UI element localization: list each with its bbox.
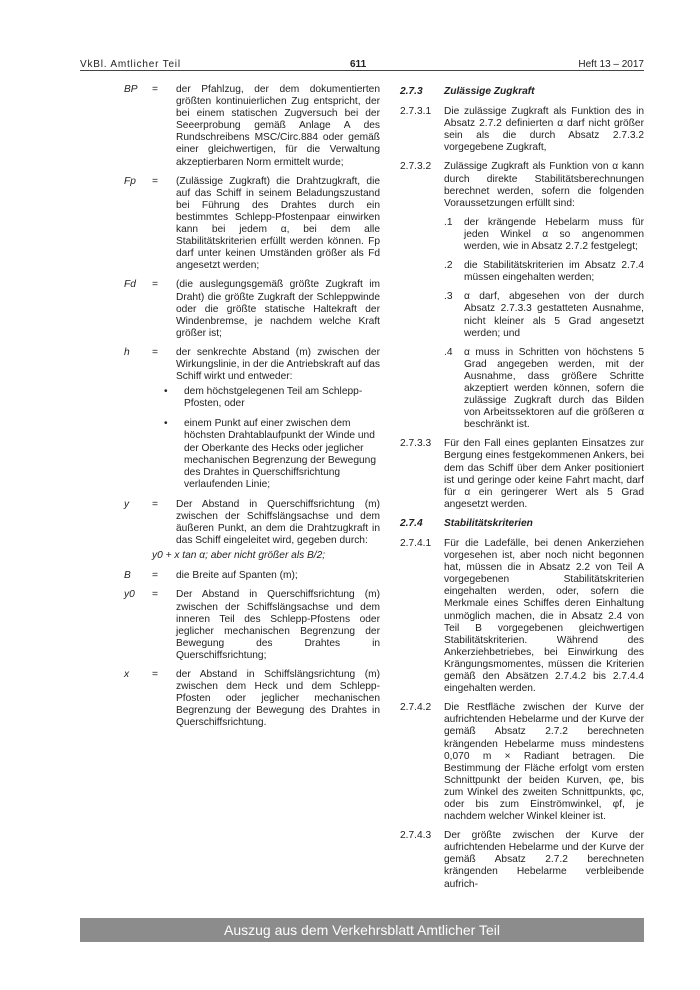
definition-text: der senkrechte Abstand (m) zwischen der Wirkungslinie, in der die Antriebskraft auf das Schiff wirkt und entweder: bbox=[176, 346, 380, 383]
page-footer: Auszug aus dem Verkehrsblatt Amtlicher Teil bbox=[80, 918, 644, 942]
definition-bp: BP = der Pfahlzug, der dem dokumentierten größten kontinuierlichen Zug entspricht, der bei einem statischen Zugversuch bei der Seeerprobung gemäß Anlage A des Rundschreibens MSC/Circ.884 oder gemäß einer gleichwertigen, für die Verwaltung akzeptierbaren Norm ermittelt wurde; bbox=[124, 84, 380, 168]
bullet-item: • dem höchstgelegenen Teil am Schlepp-Pfosten, oder bbox=[164, 386, 363, 410]
definition-text: die Breite auf Spanten (m); bbox=[176, 570, 298, 582]
symbol-fd: Fd bbox=[124, 279, 136, 291]
definition-fp: Fp = (Zulässige Zugkraft) die Drahtzugkraft, die auf das Schiff in seinem Beladungszustand bei Führung des Drahtes durch ein bestimmtes Schlepp-Pfostenpaar einwirken kann bei jedem α, bei dem alle Stabilitätskriterien erfüllt werden können. Fp darf unter keinen Umständen größer als Fd angesetzt werden; bbox=[124, 175, 380, 272]
definition-text: Der Abstand in Querschiffsrichtung (m) zwischen der Schiffslängsachse und dem äußeren Punkt, an dem die Drahtzugkraft in das Schiff eingeleitet wird, gegeben durch: bbox=[176, 498, 380, 547]
definition-text: der Pfahlzug, der dem dokumentierten größten kontinuierlichen Zug entspricht, der bei einem statischen Zugversuch bei der Seeerprobung gemäß Anlage A des Rundschreibens MSC/Circ.884 oder gemäß einer gleichwertigen, für die Verwaltung akzeptierbaren Norm ermittelt wurde; bbox=[176, 84, 380, 168]
list-item: .3 α darf, abgesehen von der durch Absatz 2.7.3.3 gestatteten Ausnahme, nicht kleiner als 5 Grad angesetzt werden; und bbox=[444, 291, 644, 339]
formula: y0 + x tan α; aber nicht größer als B/2; bbox=[152, 550, 326, 562]
definition-x: x = der Abstand in Schiffslängsrichtung (m) zwischen dem Heck und dem Schlepp-Pfosten oder jeglicher mechanischen Begrenzung der Bewegung des Drahtes in Querschiffsrichtung. bbox=[124, 669, 380, 729]
list-item: .2 die Stabilitätskriterien im Absatz 2.7.4 müssen eingehalten werden; bbox=[444, 260, 644, 284]
definition-text: (die auslegungsgemäß größte Zugkraft im Draht) die größte Zugkraft der Schleppwinde oder die größte statische Haltekraft der Windenbremse, je nachdem welche Kraft größer ist; bbox=[176, 279, 380, 339]
definition-y: y = Der Abstand in Querschiffsrichtung (m) zwischen der Schiffslängsachse und dem äußeren Punkt, an dem die Drahtzugkraft in das Schiff eingeleitet wird, gegeben durch: bbox=[124, 498, 380, 547]
symbol-y: y bbox=[124, 498, 130, 510]
definition-text: der Abstand in Schiffslängsrichtung (m) zwischen dem Heck und dem Schlepp-Pfosten oder jeglicher mechanischen Begrenzung der Bewegung des Drahtes in Querschiffsrichtung. bbox=[176, 669, 380, 729]
left-column bbox=[124, 84, 380, 737]
symbol-b: B bbox=[124, 570, 131, 582]
definition-b: B = die Breite auf Spanten (m); bbox=[124, 570, 380, 582]
page-number: 611 bbox=[350, 59, 367, 70]
section-heading: 2.7.4 Stabilitätskriterien bbox=[400, 517, 533, 529]
symbol-x: x bbox=[124, 669, 130, 681]
section-heading: 2.7.3 Zulässige Zugkraft bbox=[400, 86, 535, 97]
definition-fd: Fd = (die auslegungsgemäß größte Zugkraft im Draht) die größte Zugkraft der Schleppwinde oder die größte statische Haltekraft der Windenbremse, je nachdem welche Kraft größer ist; bbox=[124, 279, 380, 339]
paragraph: 2.7.3.2 Zulässige Zugkraft als Funktion von α kann durch direkte Stabilitätsberechnungen berechnet werden, sofern die folgenden Voraussetzungen erfüllt sind: bbox=[400, 161, 644, 209]
definition-text: Der Abstand in Querschiffsrichtung (m) zwischen der Schiffslängsachse und dem inneren Teil des Schlepp-Pfostens oder jeglicher mechanischen Begrenzung der Bewegung des Drahtes in Querschiffsrichtung; bbox=[176, 589, 380, 661]
symbol-bp: BP bbox=[124, 84, 138, 95]
definition-text: (Zulässige Zugkraft) die Drahtzugkraft, die auf das Schiff in seinem Beladungszustand bei Führung des Drahtes durch ein bestimmtes Schlepp-Pfostenpaar einwirken kann bei jedem α, bei dem alle Stabilitätskriterien erfüllt werden können. Fp darf unter keinen Umständen größer als Fd angesetzt werden; bbox=[176, 175, 380, 272]
symbol-h: h bbox=[124, 346, 130, 358]
issue-label: Heft 13 – 2017 bbox=[578, 59, 644, 70]
definition-y0: y0 = Der Abstand in Querschiffsrichtung (m) zwischen der Schiffslängsachse und dem inneren Teil des Schlepp-Pfostens oder jeglicher mechanischen Begrenzung der Bewegung des Drahtes in Querschiffsrichtung; bbox=[124, 589, 380, 661]
symbol-y0: y0 bbox=[124, 589, 135, 601]
page-header bbox=[80, 57, 644, 71]
paragraph: 2.7.4.3 Der größte zwischen der Kurve der aufrichtenden Hebelarme und der Kurve der gemäß Absatz 2.7.2 berechneten krängenden Hebelarme verbleibende aufrich- bbox=[400, 830, 644, 890]
paragraph: 2.7.4.2 Die Restfläche zwischen der Kurve der aufrichtenden Hebelarme und der Kurve der gemäß Absatz 2.7.2 berechneten krängenden Hebelarme muss mindestens 0,070 m × Radiant betragen. Die Bestimmung der Fläche erfolgt vom ersten Schnittpunkt der beiden Kurven, φe, bis zum Winkel des zweiten Schnittpunkts, φc, oder bis zum Einströmwinkel, φf, je nachdem welcher Winkel kleiner ist. bbox=[400, 702, 644, 823]
bullet-item: • einem Punkt auf einer zwischen dem höchsten Drahtablaufpunkt der Winde und der Oberkante des Hecks oder jeglicher mechanischen Begrenzung der Bewegung des Drahtes in Querschiffsrichtung verlaufenden Linie; bbox=[164, 418, 376, 490]
symbol-fp: Fp bbox=[124, 175, 136, 187]
paragraph: 2.7.3.3 Für den Fall eines geplanten Einsatzes zur Bergung eines festgekommenen Ankers, bei dem das Schiff über dem Anker positioniert ist und geringe oder keine Fahrt macht, darf für α ein geringerer Wert als 5 Grad angesetzt werden. bbox=[400, 438, 644, 510]
right-column bbox=[400, 84, 644, 898]
paragraph: 2.7.4.1 Für die Ladefälle, bei denen Ankerziehen vorgesehen ist, aber noch nicht begonnen hat, müssen die in Absatz 2.2 von Teil A vorgegebenen Stabilitätskriterien eingehalten werden, oder, sofern die Merkmale eines Schiffes deren Einhaltung unmöglich machen, die in Absatz 2.4 von Teil B vorgegebenen gleichwertigen Stabilitätskriterien. Während des Ankerziehbetriebes, bei Einwirkung des Krängungsmomentes, müssen die Kriterien gemäß den Absätzen 2.7.4.2 bis 2.7.4.4 eingehalten werden. bbox=[400, 538, 644, 695]
list-item: .1 der krängende Hebelarm muss für jeden Winkel α so angenommen werden, wie in Absatz 2.7.2 festgelegt; bbox=[444, 216, 644, 253]
list-item: .4 α muss in Schritten von höchstens 5 Grad angegeben werden, mit der Ausnahme, dass größere Schritte akzeptiert werden können, sofern die zulässige Zugkraft durch das Bilden von Arbeitssektoren auf die größeren α beschränkt ist. bbox=[444, 346, 644, 431]
journal-title: VkBl. Amtlicher Teil bbox=[80, 59, 181, 70]
paragraph: 2.7.3.1 Die zulässige Zugkraft als Funktion des in Absatz 2.7.2 definierten α darf nicht größer sein als die durch Absatz 2.7.3.2 vorgegebene Zugkraft, bbox=[400, 106, 644, 154]
definition-h: h = der senkrechte Abstand (m) zwischen der Wirkungslinie, in der die Antriebskraft auf das Schiff wirkt und entweder: bbox=[124, 346, 380, 383]
